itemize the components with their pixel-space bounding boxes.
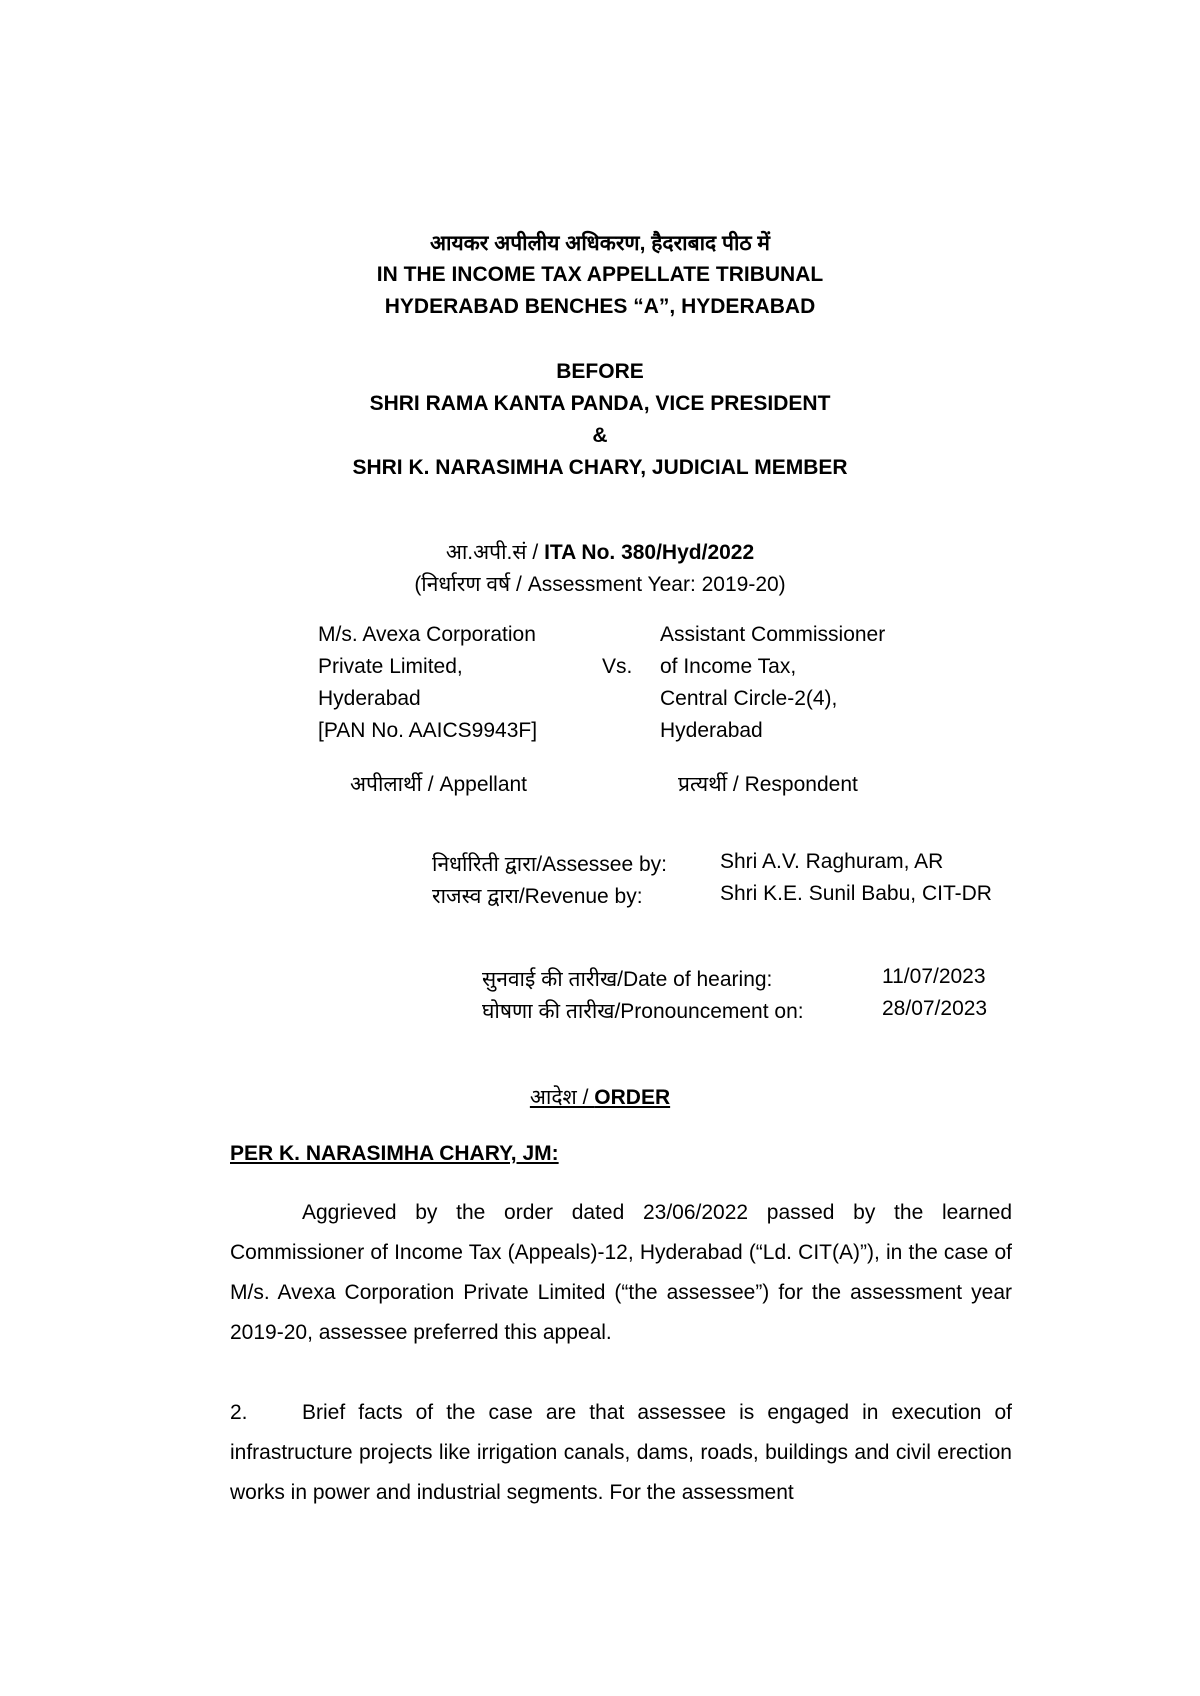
member-vice-president: SHRI RAMA KANTA PANDA, VICE PRESIDENT (369, 392, 831, 415)
respondent-circle: Central Circle-2(4), (660, 687, 838, 710)
versus-label: Vs. (602, 655, 633, 678)
appellant-name-1: M/s. Avexa Corporation (318, 623, 536, 646)
hearing-date-value: 11/07/2023 (882, 965, 986, 988)
appellant-pan: [PAN No. AAICS9943F] (318, 719, 538, 742)
appellant-role: अपीलार्थी / Appellant (350, 773, 528, 796)
per-member-heading: PER K. NARASIMHA CHARY, JM: (230, 1142, 559, 1165)
member-judicial: SHRI K. NARASIMHA CHARY, JUDICIAL MEMBER (352, 456, 848, 479)
revenue-by-label: राजस्व द्वारा/Revenue by: (432, 885, 643, 908)
tribunal-title: IN THE INCOME TAX APPELLATE TRIBUNAL (376, 263, 824, 286)
order-paragraph-2: Brief facts of the case are that assessee is engaged in execution of infrastructure projects like irrigation canals, dams, roads, buildings and civil erection works in power and industrial segments. For the assessment (230, 1401, 1012, 1504)
ita-number-line (0, 538, 1200, 566)
appellant-city: Hyderabad (318, 687, 421, 710)
assessee-by-label: निर्धारिती द्वारा/Assessee by: (432, 853, 667, 876)
assessment-year: Assessment Year: 2019-20) (527, 573, 786, 596)
hindi-title: आयकर अपीलीय अधिकरण, हैदराबाद पीठ में (430, 232, 770, 255)
respondent-name-1: Assistant Commissioner (660, 623, 886, 646)
pronouncement-date-label: घोषणा की तारीख/Pronouncement on: (482, 1000, 804, 1023)
bench-title: HYDERABAD BENCHES “A”, HYDERABAD (384, 295, 816, 318)
order-heading-english: ORDER (594, 1086, 671, 1109)
respondent-role: प्रत्यर्थी / Respondent (678, 773, 858, 796)
appellant-name-2: Private Limited, (318, 655, 463, 678)
order-paragraph-1: Aggrieved by the order dated 23/06/2022 passed by the learned Commissioner of Income Tax (Appeals)-12, Hyderabad (“Ld. CIT(A)”), in the case of M/s. Avexa Corporation Private Limited (“the assessee”) for the assessment year 2019-20, assessee preferred this appeal. (230, 1201, 1012, 1344)
revenue-by-value: Shri K.E. Sunil Babu, CIT-DR (720, 882, 992, 905)
respondent-city: Hyderabad (660, 719, 763, 742)
paragraph-2-number: 2. (230, 1401, 248, 1424)
pronouncement-date-value: 28/07/2023 (882, 997, 988, 1020)
ita-hindi: आ.अपी.सं / (445, 541, 545, 564)
ita-number: ITA No. 380/Hyd/2022 (544, 541, 755, 564)
respondent-name-2: of Income Tax, (660, 655, 797, 678)
assessment-year-hindi: (निर्धारण वर्ष / (414, 573, 528, 596)
assessee-by-value: Shri A.V. Raghuram, AR (720, 850, 944, 873)
ampersand: & (592, 424, 608, 447)
assessment-year-line (0, 570, 1200, 598)
order-heading (0, 1083, 1200, 1111)
hearing-date-label: सुनवाई की तारीख/Date of hearing: (482, 968, 773, 991)
order-heading-hindi: आदेश / (529, 1086, 595, 1109)
before-label: BEFORE (556, 360, 644, 383)
